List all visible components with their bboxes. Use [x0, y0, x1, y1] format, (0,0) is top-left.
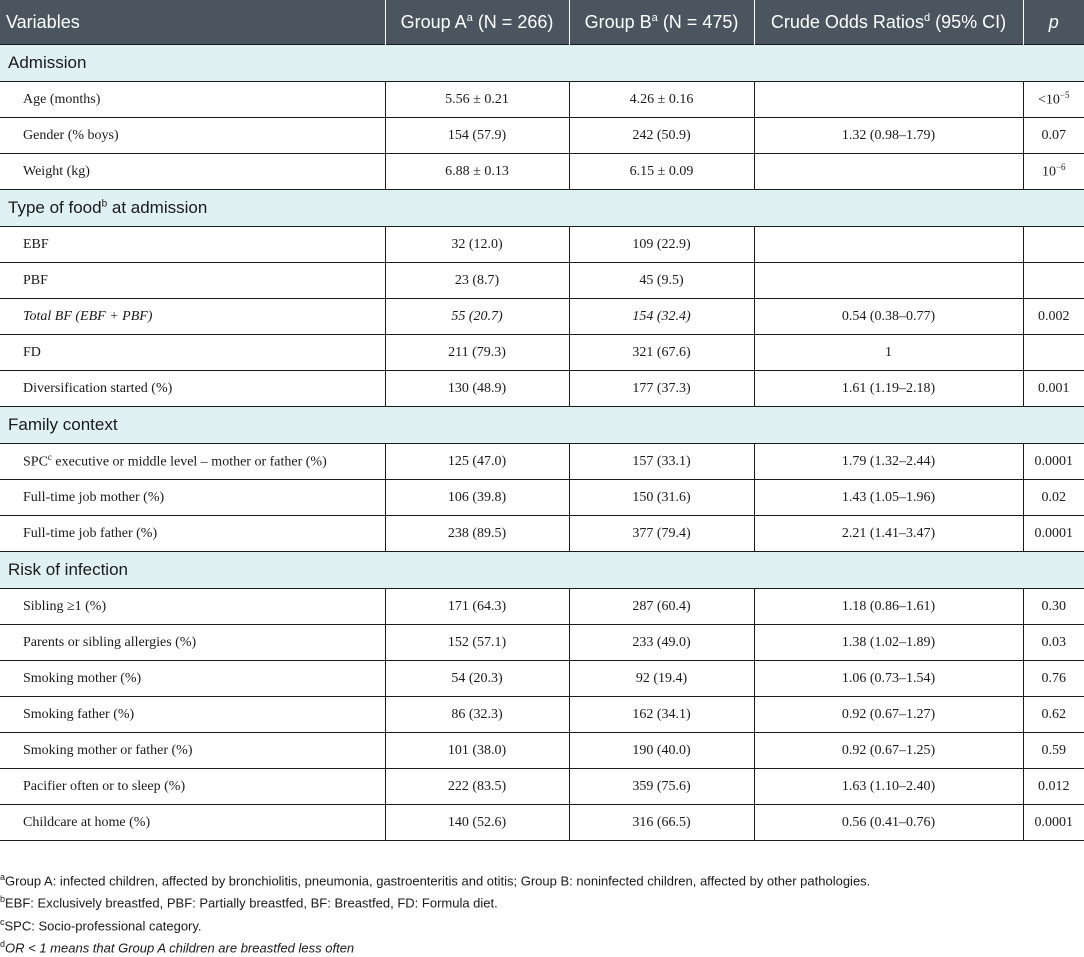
row-label: Pacifier often or to sleep (%) [0, 769, 385, 805]
cell-odds-ratio: 1.32 (0.98–1.79) [754, 118, 1023, 154]
cell-group-a: 6.88 ± 0.13 [385, 154, 569, 190]
table-row [0, 480, 1084, 516]
header-group-a [385, 0, 569, 45]
cell-p: 0.02 [1023, 480, 1084, 516]
row-label: Weight (kg) [0, 154, 385, 190]
cell-group-a: 152 (57.1) [385, 625, 569, 661]
p-base: <10 [1038, 92, 1060, 108]
footnote-marker: b [0, 894, 6, 905]
table-row [0, 661, 1084, 697]
cell-group-a: 125 (47.0) [385, 444, 569, 480]
cell-group-a: 222 (83.5) [385, 769, 569, 805]
row-label [0, 444, 385, 480]
cell-odds-ratio: 1.18 (0.86–1.61) [754, 589, 1023, 625]
cell-p: 0.30 [1023, 589, 1084, 625]
cell-group-b: 154 (32.4) [569, 299, 754, 335]
cell-group-a: 54 (20.3) [385, 661, 569, 697]
cell-group-b: 242 (50.9) [569, 118, 754, 154]
cell-odds-ratio: 0.56 (0.41–0.76) [754, 805, 1023, 841]
header-odds-ratio [754, 0, 1023, 45]
p-base: 10 [1041, 164, 1056, 180]
row-label: PBF [0, 263, 385, 299]
cell-group-b: 177 (37.3) [569, 371, 754, 407]
header-group-a-label: Group A [400, 11, 467, 32]
section-title-post: at admission [107, 198, 208, 217]
cell-group-b: 45 (9.5) [569, 263, 754, 299]
cell-odds-ratio: 1.43 (1.05–1.96) [754, 480, 1023, 516]
row-label: Diversification started (%) [0, 371, 385, 407]
cell-p: 0.0001 [1023, 805, 1084, 841]
cell-group-b: 359 (75.6) [569, 769, 754, 805]
table-row [0, 769, 1084, 805]
table-row [0, 335, 1084, 371]
table-row [0, 371, 1084, 407]
cell-odds-ratio: 0.92 (0.67–1.25) [754, 733, 1023, 769]
cell-group-b: 316 (66.5) [569, 805, 754, 841]
footnote-marker: c [0, 916, 5, 927]
cell-odds-ratio: 1.38 (1.02–1.89) [754, 625, 1023, 661]
cell-p [1023, 154, 1084, 190]
row-label: Total BF (EBF + PBF) [0, 299, 385, 335]
cell-group-b: 233 (49.0) [569, 625, 754, 661]
table-footnotes [0, 868, 1084, 957]
cell-group-a: 106 (39.8) [385, 480, 569, 516]
cell-p: 0.62 [1023, 697, 1084, 733]
table-row [0, 805, 1084, 841]
cell-p: 0.76 [1023, 661, 1084, 697]
row-label: Smoking mother (%) [0, 661, 385, 697]
section-title-pre: Type of food [8, 198, 102, 217]
footnote-text: EBF: Exclusively breastfed, PBF: Partially breastfed, BF: Breastfed, FD: Formula diet. [5, 895, 498, 911]
cell-group-b: 4.26 ± 0.16 [569, 82, 754, 118]
cell-p: 0.002 [1023, 299, 1084, 335]
header-group-b-sup: a [651, 11, 658, 24]
row-label: EBF [0, 227, 385, 263]
cell-p: 0.03 [1023, 625, 1084, 661]
row-label: Smoking mother or father (%) [0, 733, 385, 769]
row-label: Full-time job father (%) [0, 516, 385, 552]
cell-p [1023, 263, 1084, 299]
table-header-row [0, 0, 1084, 45]
footnote-text: SPC: Socio-professional category. [4, 917, 202, 933]
cell-odds-ratio [754, 263, 1023, 299]
cell-group-a: 101 (38.0) [385, 733, 569, 769]
cell-odds-ratio [754, 154, 1023, 190]
cell-p [1023, 82, 1084, 118]
row-label: Full-time job mother (%) [0, 480, 385, 516]
cell-p: 0.0001 [1023, 516, 1084, 552]
cell-group-a: 154 (57.9) [385, 118, 569, 154]
cell-group-a: 140 (52.6) [385, 805, 569, 841]
table-row [0, 299, 1084, 335]
footnote-b [0, 890, 1084, 912]
header-variables: Variables [0, 0, 385, 45]
footnote-c [0, 913, 1084, 935]
table-row [0, 733, 1084, 769]
cell-odds-ratio: 1.79 (1.32–2.44) [754, 444, 1023, 480]
row-label: Age (months) [0, 82, 385, 118]
footnote-marker: d [0, 938, 6, 949]
cell-odds-ratio: 1.61 (1.19–2.18) [754, 371, 1023, 407]
p-exponent: −5 [1059, 90, 1070, 101]
row-label: Childcare at home (%) [0, 805, 385, 841]
cell-odds-ratio [754, 227, 1023, 263]
row-label: Parents or sibling allergies (%) [0, 625, 385, 661]
header-or-ci: (95% CI) [930, 11, 1007, 32]
header-group-b-n: (N = 475) [662, 11, 739, 32]
cell-group-b: 377 (79.4) [569, 516, 754, 552]
cell-group-b: 287 (60.4) [569, 589, 754, 625]
cell-group-a: 171 (64.3) [385, 589, 569, 625]
row-label-sup: c [47, 452, 52, 463]
table-row [0, 82, 1084, 118]
cell-group-b: 109 (22.9) [569, 227, 754, 263]
cell-p: 0.012 [1023, 769, 1084, 805]
header-group-a-n: (N = 266) [477, 11, 554, 32]
section-title: Admission [0, 45, 1084, 82]
cell-odds-ratio: 0.54 (0.38–0.77) [754, 299, 1023, 335]
cell-group-a: 23 (8.7) [385, 263, 569, 299]
table-row [0, 154, 1084, 190]
cell-odds-ratio: 2.21 (1.41–3.47) [754, 516, 1023, 552]
row-label-pre: SPC [23, 454, 48, 470]
cell-group-a: 86 (32.3) [385, 697, 569, 733]
footnote-a [0, 868, 1084, 890]
header-p [1023, 0, 1084, 45]
row-label: Sibling ≥1 (%) [0, 589, 385, 625]
header-p-label: p [1048, 11, 1059, 32]
cell-group-b: 321 (67.6) [569, 335, 754, 371]
cell-group-a: 32 (12.0) [385, 227, 569, 263]
header-group-a-sup: a [466, 11, 473, 24]
cell-p: 0.0001 [1023, 444, 1084, 480]
table-row [0, 263, 1084, 299]
cell-p: 0.07 [1023, 118, 1084, 154]
section-title [0, 190, 1084, 227]
cell-group-a: 130 (48.9) [385, 371, 569, 407]
cell-group-b: 190 (40.0) [569, 733, 754, 769]
cell-group-a: 238 (89.5) [385, 516, 569, 552]
cell-group-a: 5.56 ± 0.21 [385, 82, 569, 118]
section-risk-of-infection [0, 552, 1084, 589]
table-row [0, 118, 1084, 154]
header-group-b-label: Group B [584, 11, 652, 32]
cell-group-b: 6.15 ± 0.09 [569, 154, 754, 190]
cell-p: 0.59 [1023, 733, 1084, 769]
header-group-b [569, 0, 754, 45]
p-exponent: −6 [1055, 162, 1066, 173]
footnote-marker: a [0, 872, 6, 882]
cell-group-a: 211 (79.3) [385, 335, 569, 371]
section-type-of-food [0, 190, 1084, 227]
cell-odds-ratio: 1.63 (1.10–2.40) [754, 769, 1023, 805]
table-row [0, 697, 1084, 733]
header-or-label: Crude Odds Ratios [770, 11, 924, 32]
row-label-post: executive or middle level – mother or father (%) [51, 454, 327, 470]
cell-group-b: 157 (33.1) [569, 444, 754, 480]
cell-p: 0.001 [1023, 371, 1084, 407]
table-row [0, 227, 1084, 263]
cell-group-a: 55 (20.7) [385, 299, 569, 335]
cell-odds-ratio: 1 [754, 335, 1023, 371]
cell-odds-ratio: 1.06 (0.73–1.54) [754, 661, 1023, 697]
row-label: FD [0, 335, 385, 371]
section-title: Risk of infection [0, 552, 1084, 589]
cell-group-b: 150 (31.6) [569, 480, 754, 516]
cell-p [1023, 335, 1084, 371]
footnote-text: Group A: infected children, affected by bronchiolitis, pneumonia, gastroenteritis and otitis; Group B: noninfected children, affected by other pathologies. [5, 873, 871, 889]
row-label: Gender (% boys) [0, 118, 385, 154]
table-row [0, 444, 1084, 480]
header-or-sup: d [923, 11, 931, 24]
cell-odds-ratio: 0.92 (0.67–1.27) [754, 697, 1023, 733]
footnote-text: OR < 1 means that Group A children are breastfed less often [5, 940, 355, 956]
table-row [0, 589, 1084, 625]
cell-p [1023, 227, 1084, 263]
section-family-context [0, 407, 1084, 444]
cell-group-b: 162 (34.1) [569, 697, 754, 733]
section-admission [0, 45, 1084, 82]
row-label: Smoking father (%) [0, 697, 385, 733]
table-row [0, 516, 1084, 552]
section-title: Family context [0, 407, 1084, 444]
table-row [0, 625, 1084, 661]
cell-group-b: 92 (19.4) [569, 661, 754, 697]
cell-odds-ratio [754, 82, 1023, 118]
section-title-sup: b [101, 198, 108, 210]
